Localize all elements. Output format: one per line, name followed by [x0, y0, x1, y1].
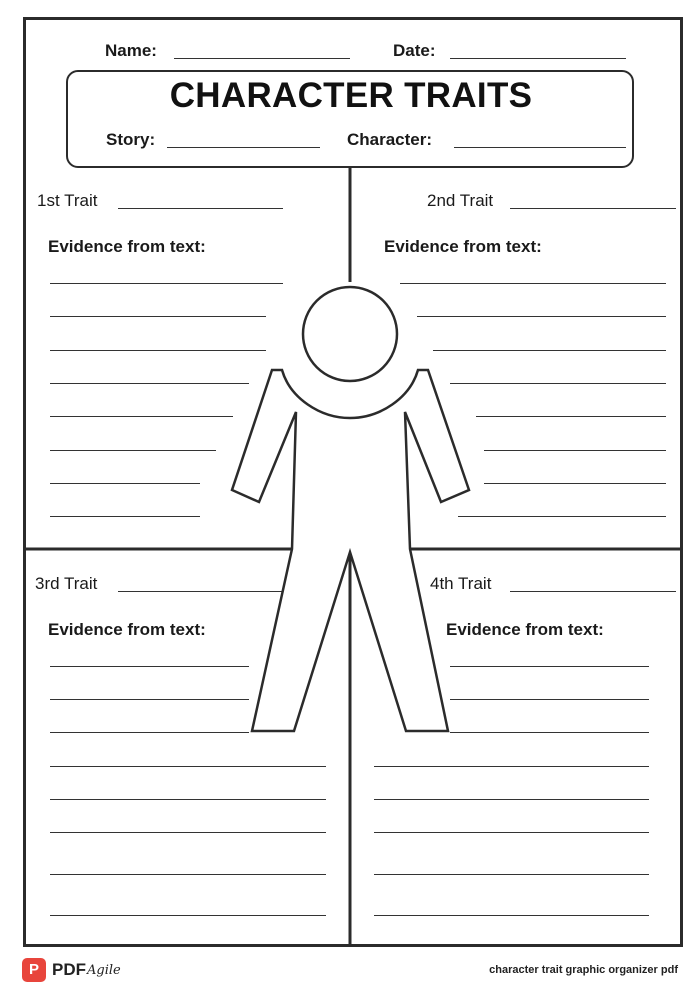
pdfagile-logo-icon [22, 958, 121, 982]
logo-badge: P [22, 958, 46, 982]
name-label: Name: [105, 41, 157, 60]
trait-3-label: 3rd Trait [35, 574, 98, 593]
trait-4-label: 4th Trait [430, 574, 492, 593]
page-title: CHARACTER TRAITS [169, 76, 533, 115]
logo-script: Agile [87, 962, 121, 978]
logo-text: PDF [52, 960, 86, 979]
evidence-3-label: Evidence from text: [48, 620, 206, 639]
evidence-4-label: Evidence from text: [446, 620, 604, 639]
evidence-1-label: Evidence from text: [48, 237, 206, 256]
footer-caption: character trait graphic organizer pdf [489, 964, 678, 976]
trait-1-label: 1st Trait [37, 191, 98, 210]
evidence-2-label: Evidence from text: [384, 237, 542, 256]
date-label: Date: [393, 41, 436, 60]
trait-2-label: 2nd Trait [427, 191, 494, 210]
story-label: Story: [106, 130, 156, 149]
character-label: Character: [347, 130, 433, 149]
